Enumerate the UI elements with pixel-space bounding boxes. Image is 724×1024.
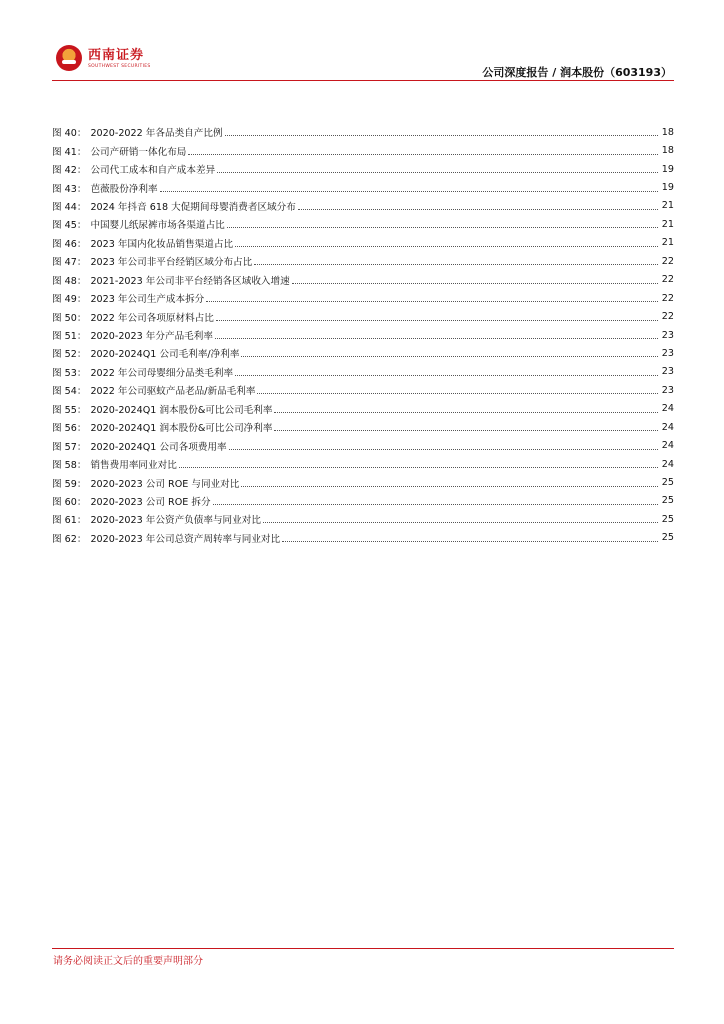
toc-page-number: 19: [661, 182, 674, 194]
toc-entry[interactable]: [52, 381, 674, 399]
toc-figure-number: 图 56：: [52, 423, 87, 435]
toc-entry-title: 中国婴儿纸尿裤市场各渠道占比: [90, 220, 225, 232]
toc-dot-leader: [257, 386, 658, 394]
toc-page-number: 18: [661, 145, 674, 157]
toc-figure-number: 图 47：: [52, 257, 87, 269]
toc-dot-leader: [179, 460, 658, 468]
toc-dot-leader: [274, 423, 658, 431]
toc-dot-leader: [292, 276, 658, 284]
toc-entry-title: 2020-2023 公司 ROE 拆分: [90, 496, 211, 508]
toc-entry-title: 2023 年国内化妆品销售渠道占比: [90, 238, 234, 250]
toc-dot-leader: [216, 313, 658, 321]
toc-figure-number: 图 59：: [52, 478, 87, 490]
toc-entry[interactable]: [52, 510, 674, 528]
toc-entry-title: 销售费用率同业对比: [90, 460, 177, 472]
toc-page-number: 21: [661, 237, 674, 249]
toc-figure-number: 图 43：: [52, 183, 87, 195]
toc-figure-number: 图 51：: [52, 331, 87, 343]
toc-figure-number: 图 49：: [52, 294, 87, 306]
toc-entry[interactable]: [52, 252, 674, 270]
page-header: [52, 40, 674, 80]
toc-entry[interactable]: [52, 234, 674, 252]
toc-entry[interactable]: [52, 344, 674, 362]
toc-dot-leader: [160, 184, 658, 192]
toc-entry-title: 2023 年公司非平台经销区域分布占比: [90, 257, 253, 269]
toc-entry-title: 2022 年公司驱蚊产品老品/新品毛利率: [90, 386, 256, 398]
toc-figure-number: 图 42：: [52, 165, 87, 177]
toc-figure-number: 图 48：: [52, 275, 87, 287]
toc-page-number: 21: [661, 200, 674, 212]
toc-dot-leader: [215, 331, 658, 339]
toc-entry[interactable]: [52, 529, 674, 547]
toc-entry-title: 公司代工成本和自产成本差异: [90, 165, 216, 177]
toc-dot-leader: [274, 405, 658, 413]
toc-figure-number: 图 60：: [52, 496, 87, 508]
toc-page-number: 25: [661, 495, 674, 507]
toc-figure-number: 图 61：: [52, 515, 87, 527]
toc-page-number: 19: [661, 163, 674, 175]
toc-page-number: 24: [661, 421, 674, 433]
toc-entry[interactable]: [52, 178, 674, 196]
toc-entry-title: 2020-2023 年公资产负债率与同业对比: [90, 515, 261, 527]
toc-entry-title: 2020-2024Q1 公司各项费用率: [90, 441, 227, 453]
toc-page-number: 22: [661, 292, 674, 304]
toc-dot-leader: [241, 479, 658, 487]
logo-chinese-name: 西南证券: [88, 48, 145, 63]
toc-entry[interactable]: [52, 363, 674, 381]
toc-page-number: 25: [661, 477, 674, 489]
logo-english-name: SOUTHWEST SECURITIES: [88, 64, 151, 69]
logo-emblem-icon: [56, 45, 82, 71]
toc-dot-leader: [206, 294, 658, 302]
report-title: 公司深度报告 / 润本股份（603193）: [482, 66, 672, 79]
toc-entry[interactable]: [52, 141, 674, 159]
toc-dot-leader: [254, 257, 658, 265]
toc-entry-title: 2021-2023 年公司非平台经销各区域收入增速: [90, 275, 290, 287]
toc-dot-leader: [282, 534, 658, 542]
toc-page-number: 22: [661, 311, 674, 323]
toc-dot-leader: [217, 165, 658, 173]
toc-page-number: 18: [661, 126, 674, 138]
toc-page-number: 23: [661, 384, 674, 396]
toc-entry[interactable]: [52, 436, 674, 454]
toc-page-number: 22: [661, 274, 674, 286]
toc-figure-number: 图 53：: [52, 367, 87, 379]
toc-entry-title: 2020-2023 公司 ROE 与同业对比: [90, 478, 240, 490]
toc-entry[interactable]: [52, 197, 674, 215]
toc-dot-leader: [235, 239, 658, 247]
toc-entry[interactable]: [52, 289, 674, 307]
toc-entry[interactable]: [52, 160, 674, 178]
toc-entry-title: 2023 年公司生产成本拆分: [90, 294, 205, 306]
toc-dot-leader: [188, 147, 658, 155]
toc-figure-number: 图 45：: [52, 220, 87, 232]
toc-dot-leader: [263, 515, 658, 523]
toc-figure-number: 图 46：: [52, 238, 87, 250]
toc-dot-leader: [213, 497, 658, 505]
toc-entry[interactable]: [52, 215, 674, 233]
toc-figure-number: 图 55：: [52, 404, 87, 416]
toc-dot-leader: [225, 128, 658, 136]
toc-figure-number: 图 57：: [52, 441, 87, 453]
toc-figure-number: 图 52：: [52, 349, 87, 361]
footer-divider: [52, 948, 674, 949]
toc-entry[interactable]: [52, 326, 674, 344]
toc-figure-number: 图 44：: [52, 201, 87, 213]
toc-entry[interactable]: [52, 123, 674, 141]
toc-page-number: 23: [661, 329, 674, 341]
toc-dot-leader: [229, 442, 658, 450]
toc-figure-number: 图 50：: [52, 312, 87, 324]
toc-page-number: 23: [661, 347, 674, 359]
toc-figure-number: 图 62：: [52, 533, 87, 545]
toc-dot-leader: [227, 220, 658, 228]
toc-page-number: 23: [661, 366, 674, 378]
toc-entry-title: 公司产研销一体化布局: [90, 146, 187, 158]
toc-dot-leader: [298, 202, 658, 210]
toc-entry[interactable]: [52, 455, 674, 473]
footer-disclaimer: 请务必阅读正文后的重要声明部分: [53, 956, 203, 967]
toc-page-number: 22: [661, 255, 674, 267]
toc-page-number: 24: [661, 458, 674, 470]
toc-entry-title: 2020-2024Q1 润本股份&可比公司毛利率: [90, 404, 273, 416]
toc-entry[interactable]: [52, 271, 674, 289]
toc-entry-title: 2020-2023 年公司总资产周转率与同业对比: [90, 533, 281, 545]
toc-entry[interactable]: [52, 418, 674, 436]
toc-entry-title: 2020-2024Q1 润本股份&可比公司净利率: [90, 423, 273, 435]
toc-page-number: 24: [661, 440, 674, 452]
figure-toc-list: [52, 123, 674, 547]
toc-entry-title: 2020-2022 年各品类自产比例: [90, 128, 223, 140]
toc-figure-number: 图 40：: [52, 128, 87, 140]
toc-entry[interactable]: [52, 307, 674, 325]
toc-entry-title: 2024 年抖音 618 大促期间母婴消费者区域分布: [90, 201, 296, 213]
toc-entry-title: 2022 年公司各项原材料占比: [90, 312, 214, 324]
toc-figure-number: 图 54：: [52, 386, 87, 398]
toc-figure-number: 图 58：: [52, 460, 87, 472]
toc-entry[interactable]: [52, 473, 674, 491]
toc-dot-leader: [235, 368, 658, 376]
toc-entry-title: 2020-2023 年分产品毛利率: [90, 331, 213, 343]
toc-figure-number: 图 41：: [52, 146, 87, 158]
toc-entry-title: 2022 年公司母婴细分品类毛利率: [90, 367, 234, 379]
toc-entry-title: 芭薇股份净利率: [90, 183, 158, 195]
toc-entry[interactable]: [52, 492, 674, 510]
company-logo: [52, 42, 162, 76]
toc-page-number: 25: [661, 532, 674, 544]
toc-entry[interactable]: [52, 400, 674, 418]
toc-entry-title: 2020-2024Q1 公司毛利率/净利率: [90, 349, 240, 361]
toc-page-number: 25: [661, 513, 674, 525]
header-divider: [52, 80, 674, 81]
toc-dot-leader: [241, 349, 658, 357]
toc-page-number: 21: [661, 218, 674, 230]
toc-page-number: 24: [661, 403, 674, 415]
